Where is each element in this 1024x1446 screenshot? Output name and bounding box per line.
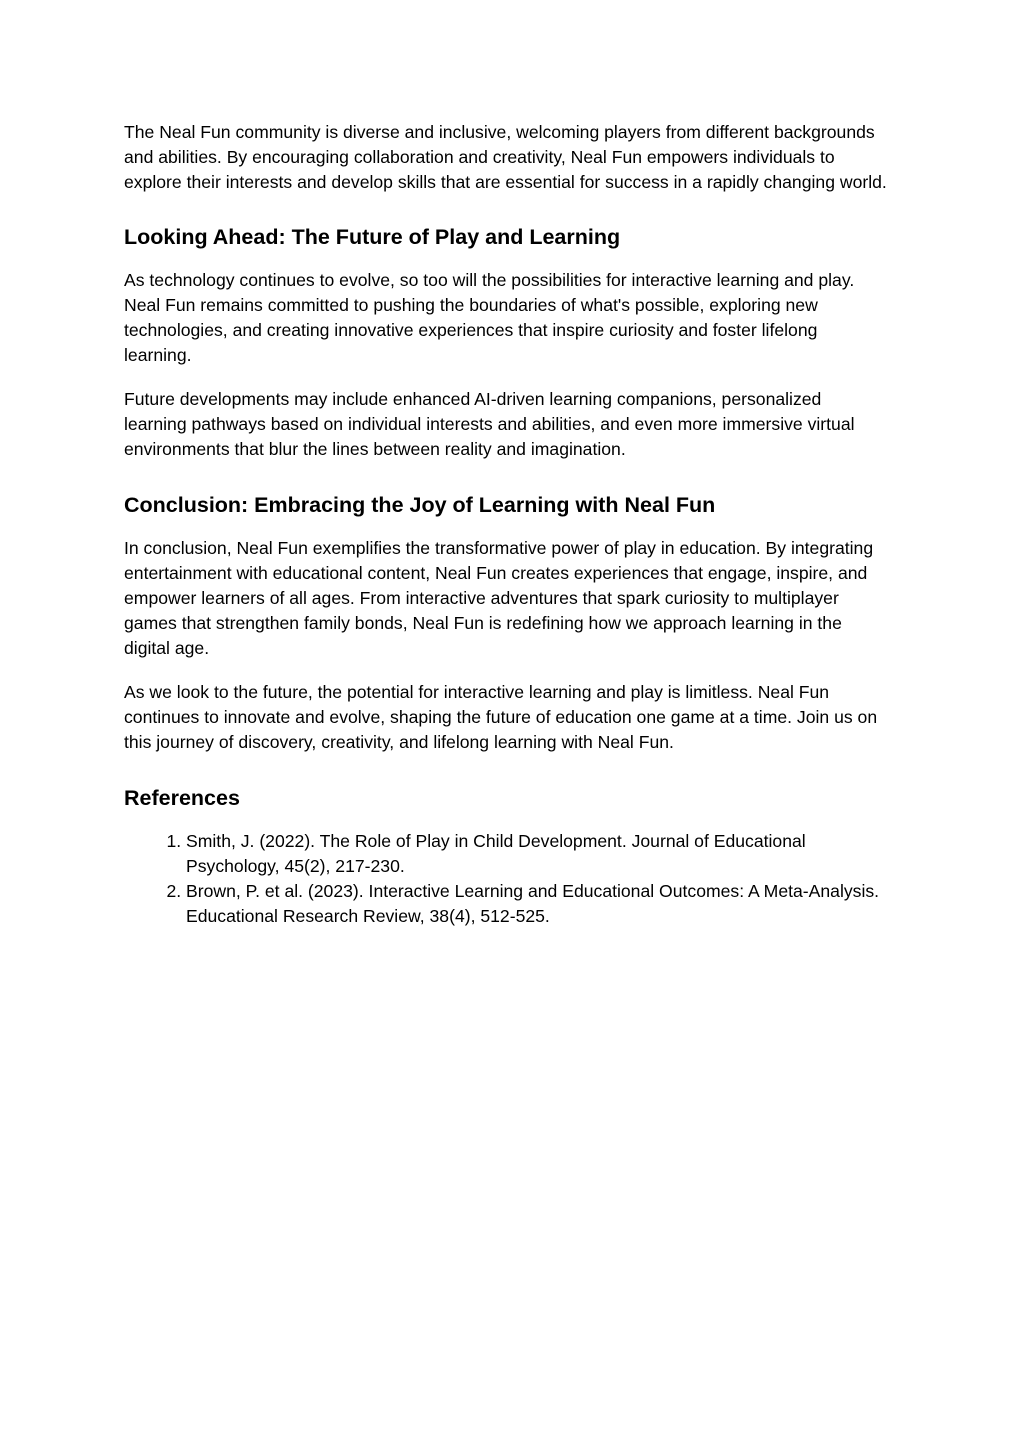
- looking-ahead-paragraph-1: As technology continues to evolve, so too will the possibilities for interactive learning and play. Neal Fun remains committed to pushing the boundaries of what's possible, exploring new technologies, and creating innovative experiences that inspire curiosity and foster lifelong learning.: [124, 270, 855, 365]
- reference-item: 2. Brown, P. et al. (2023). Interactive Learning and Educational Outcomes: A Meta-Analysis. Educational Research Review, 38(4), 512-525.: [186, 879, 888, 929]
- references-list: [124, 829, 888, 929]
- conclusion-paragraph-2: As we look to the future, the potential for interactive learning and play is limitless. Neal Fun continues to innovate and evolve, shaping the future of education one game at a time. Join us on this journey of discovery, creativity, and lifelong learning with Neal Fun.: [124, 682, 878, 752]
- conclusion-heading: Conclusion: Embracing the Joy of Learning with Neal Fun: [124, 493, 716, 517]
- references-heading: References: [124, 786, 240, 810]
- conclusion-paragraph-1: In conclusion, Neal Fun exemplifies the transformative power of play in education. By integrating entertainment with educational content, Neal Fun creates experiences that engage, inspire, and empower learners of all ages. From interactive adventures that spark curiosity to multiplayer games that strengthen family bonds, Neal Fun is redefining how we approach learning in the digital age.: [124, 538, 874, 658]
- looking-ahead-paragraph-2: Future developments may include enhanced AI-driven learning companions, personalized learning pathways based on individual interests and abilities, and even more immersive virtual environments that blur the lines between reality and imagination.: [124, 389, 855, 459]
- looking-ahead-heading: Looking Ahead: The Future of Play and Learning: [124, 225, 621, 249]
- intro-paragraph: The Neal Fun community is diverse and inclusive, welcoming players from different backgrounds and abilities. By encouraging collaboration and creativity, Neal Fun empowers individuals to explore their interests and develop skills that are essential for success in a rapidly changing world.: [124, 122, 887, 192]
- reference-item: 1. Smith, J. (2022). The Role of Play in Child Development. Journal of Educational Psychology, 45(2), 217-230.: [186, 829, 888, 879]
